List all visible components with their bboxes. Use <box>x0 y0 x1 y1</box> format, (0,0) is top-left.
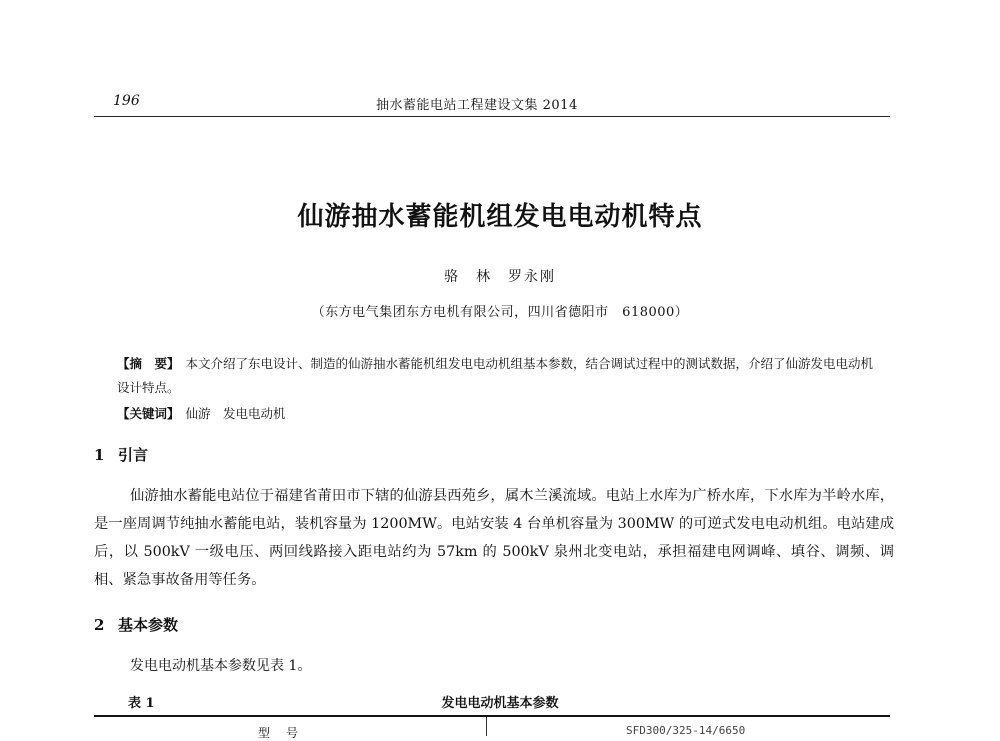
params-paragraph: 发电电动机基本参数见表 1。 <box>130 658 312 674</box>
section-number: 2 <box>94 616 105 634</box>
keywords-label: 【关键词】 <box>117 406 180 421</box>
paper-title: 仙游抽水蓄能机组发电电动机特点 <box>297 202 703 232</box>
header-rule <box>94 116 890 117</box>
table-column-divider <box>486 717 487 736</box>
intro-paragraph: 仙游抽水蓄能电站位于福建省莆田市下辖的仙游县西苑乡，属木兰溪流域。电站上水库为广桥水库，下水库为半岭水库，是一座周调节纯抽水蓄能电站，装机容量为 1200MW。电站安装 4 台单机容量为 300MW 的可逆式发电电动机组。电站建成后，以 500kV 一级电压、两回线路接入距电站约为 57km 的 500kV 泉州北变电站，承担福建电网调峰、填谷、调频、调相、紧急事故备用等任务。 <box>94 488 894 588</box>
abstract-label: 【摘 要】 <box>117 356 180 371</box>
section-title: 基本参数 <box>118 616 179 634</box>
affiliation: （东方电气集团东方电机有限公司，四川省德阳市 618000） <box>311 305 689 320</box>
running-title: 抽水蓄能电站工程建设文集 2014 <box>376 98 578 113</box>
table-title: 发电电动机基本参数 <box>441 696 559 711</box>
table-cell-value: SFD300/325-14/6650 <box>626 724 746 737</box>
table-top-rule <box>94 715 890 717</box>
authors: 骆 林 罗永刚 <box>444 269 556 285</box>
section-title: 引言 <box>118 446 149 464</box>
keywords <box>117 404 286 422</box>
table-cell-param: 型号 <box>258 726 315 740</box>
page-number: 196 <box>113 93 140 109</box>
keywords-text: 仙游 发电电动机 <box>185 406 286 421</box>
section-number: 1 <box>94 446 105 464</box>
section-heading-1 <box>94 444 148 465</box>
abstract-text: 本文介绍了东电设计、制造的仙游抽水蓄能机组发电电动机组基本参数，结合调试过程中的测试数据，介绍了仙游发电电动机设计特点。 <box>117 356 874 395</box>
section-heading-2 <box>94 614 178 635</box>
abstract <box>117 352 877 400</box>
table-label: 表 1 <box>128 696 155 711</box>
